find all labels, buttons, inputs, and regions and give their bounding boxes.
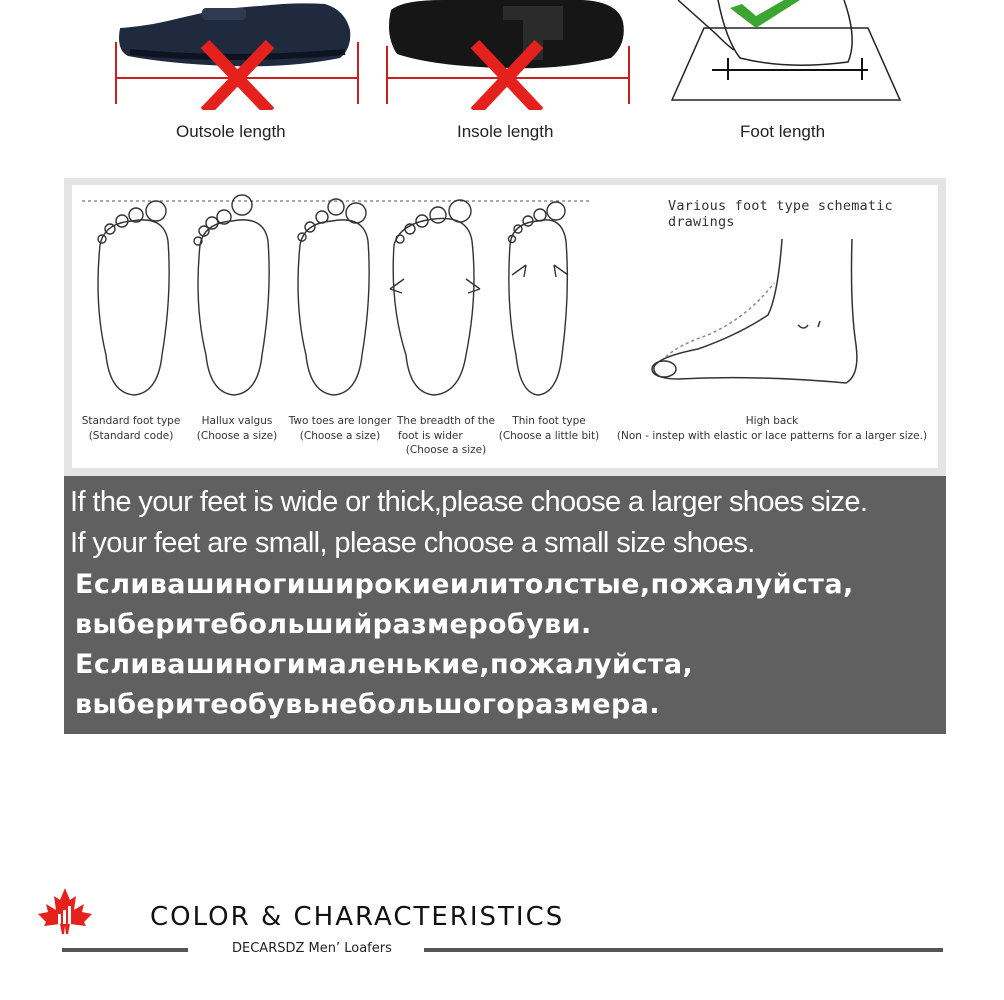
foot-type-high-back: High back (Non - instep with elastic or lace patterns for a larger size.) (616, 415, 928, 442)
notice-ru-line-2: выберитебольшийразмеробуви. (75, 609, 592, 640)
notice-en-line-2: If your feet are small, please choose a small size shoes. (70, 527, 755, 559)
notice-ru-line-1: Есливашиногиширокиеилитолстые,пожалуйста, (75, 569, 854, 600)
foot-types-panel (64, 178, 946, 476)
schematic-title: Various foot type schematic drawings (668, 198, 893, 230)
notice-ru-line-3: Есливашиногималенькие,пожалуйста, (75, 649, 694, 680)
section-subtitle: DECARSDZ Men’ Loafers (232, 941, 392, 956)
section-title: COLOR & CHARACTERISTICS (150, 902, 565, 932)
notice-en-line-1: If the your feet is wide or thick,please choose a larger shoes size. (70, 486, 868, 518)
foot-type-two-toes: Two toes are longer (Choose a size) (288, 415, 392, 442)
maple-leaf-icon (36, 886, 94, 938)
check-mark-icon (730, 0, 800, 28)
foot-type-hallux: Hallux valgus (Choose a size) (196, 415, 278, 442)
foot-type-standard: Standard foot type (Standard code) (81, 415, 181, 442)
sole-image (383, 0, 633, 110)
foot-types-inner (72, 185, 938, 468)
foot-type-wide: The breadth of the foot is wider (Choose a size) (397, 415, 495, 456)
size-notice-box (64, 476, 946, 734)
divider-right (424, 948, 943, 952)
foot-type-drawings (72, 185, 632, 415)
insole-length-label: Insole length (457, 122, 554, 141)
foot-type-thin: Thin foot type (Choose a little bit) (498, 415, 600, 442)
high-back-foot-drawing (638, 225, 888, 395)
outsole-length-label: Outsole length (176, 122, 286, 141)
notice-ru-line-4: выберитеобувьнебольшогоразмера. (75, 689, 660, 720)
foot-length-label: Foot length (740, 122, 826, 141)
divider-left (62, 948, 188, 952)
loafer-side-image (110, 0, 365, 110)
foot-length-image (668, 0, 908, 108)
